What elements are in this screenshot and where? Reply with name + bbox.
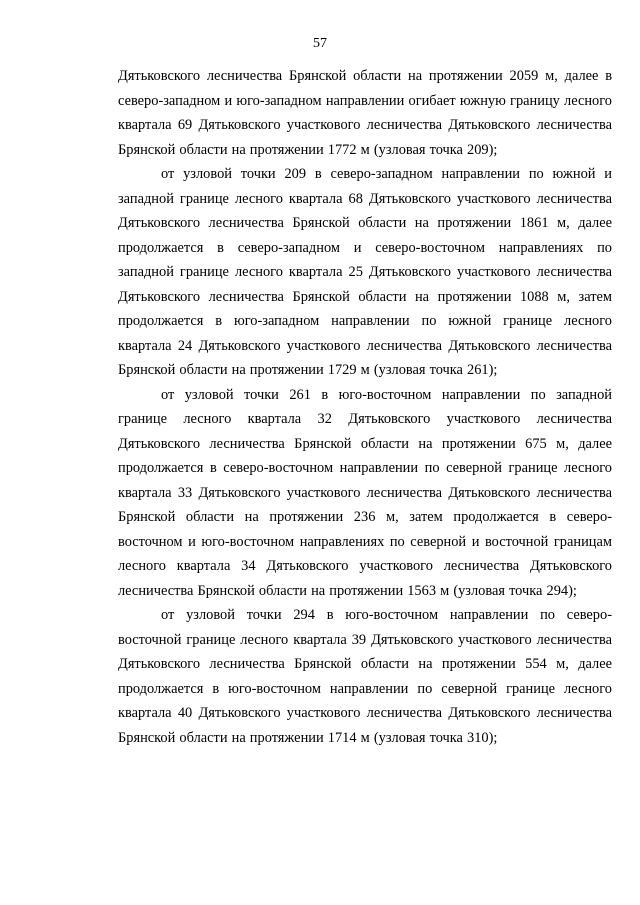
paragraph-node-209: от узловой точки 209 в северо-западном направлении по южной и западной границе лесного квартала 68 Дятьковского участкового лесничества Дятьковского лесничества Брянской области на протяжении 1861 м, далее продолжается в северо-западном и северо-восточном направлениях по западной границе лесного квартала 25 Дятьковского участкового лесничества Дятьковского лесничества Брянской области на протяжении 1088 м, затем продолжается в юго-западном направлении по южной границе лесного квартала 24 Дятьковского участкового лесничества Дятьковского лесничества Брянской области на протяжении 1729 м (узловая точка 261); <box>118 166 612 378</box>
paragraph-node-294: от узловой точки 294 в юго-восточном направлении по северо-восточной границе лесного квартала 39 Дятьковского участкового лесничества Дятьковского лесничества Брянской области на протяжении 554 м, далее продолжается в юго-восточном направлении по северной границе лесного квартала 40 Дятьковского участкового лесничества Дятьковского лесничества Брянской области на протяжении 1714 м (узловая точка 310); <box>118 607 612 746</box>
paragraph-continuation: Дятьковского лесничества Брянской области на протяжении 2059 м, далее в северо-западном и юго-западном направлении огибает южную границу лесного квартала 69 Дятьковского участкового лесничества Дятьковского лесничества Брянской области на протяжении 1772 м (узловая точка 209); <box>118 68 612 158</box>
page-number: 57 <box>313 36 327 51</box>
paragraph-node-261: от узловой точки 261 в юго-восточном направлении по западной границе лесного квартала 32 Дятьковского участкового лесничества Дятьковского лесничества Брянской области на протяжении 675 м, далее продолжается в северо-восточном направлении по северной границе лесного квартала 33 Дятьковского участкового лесничества Дятьковского лесничества Брянской области на протяжении 236 м, затем продолжается в северо-восточном и юго-восточном направлениях по северной и восточной границам лесного квартала 34 Дятьковского участкового лесничества Дятьковского лесничества Брянской области на протяжении 1563 м (узловая точка 294); <box>118 386 612 599</box>
document-body <box>118 64 612 750</box>
